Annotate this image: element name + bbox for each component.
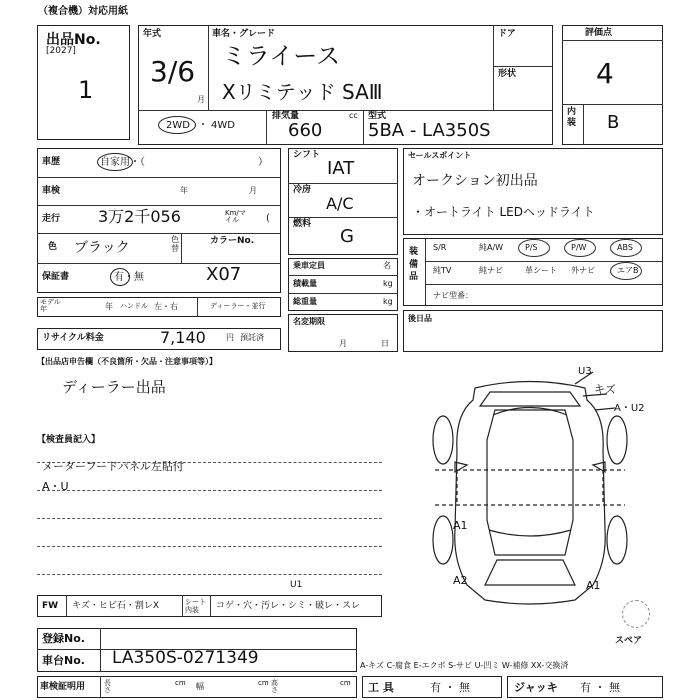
recycle-note: 預託済 [240, 333, 264, 342]
mileage-value: 3万2千056 [98, 207, 181, 226]
ac-value: A/C [326, 194, 354, 213]
door-label: ドア [498, 29, 516, 39]
notes-value: ディーラー出品 [62, 378, 166, 396]
model-label: 車名・グレード [212, 29, 276, 39]
lot-tag: [2027] [46, 46, 76, 56]
equipment-item: ABS [617, 243, 633, 252]
history-value: 自家用・（ [100, 157, 145, 168]
lot-number: 1 [78, 76, 94, 104]
cert-label: 車検証明用 [40, 682, 86, 692]
jack-options: 有 ・ 無 [580, 681, 620, 694]
year-value: 3/6 [150, 55, 196, 88]
name-change-label: 名変期限 [293, 317, 325, 326]
interior-value: B [607, 112, 620, 133]
displacement-unit: cc [349, 111, 358, 120]
model-info-dealer: ディーラー・並行 [210, 302, 266, 310]
warranty-label: 保証書 [42, 272, 70, 282]
sales-points-box [403, 148, 663, 235]
registration-label: 登録No. [42, 632, 85, 645]
cert-height-unit: cm [340, 679, 351, 687]
shape-label: 形状 [498, 69, 517, 79]
displacement-label: 排気量 [272, 111, 300, 121]
chassis-value: LA350S-0271349 [112, 648, 259, 668]
cert-long-unit: cm [175, 679, 186, 687]
later-label: 後日品 [408, 314, 432, 323]
score-value: 4 [596, 57, 614, 90]
inspection-year-unit: 年 [180, 186, 188, 195]
drive-sep: ・ [198, 120, 208, 131]
legend: A-キズ C-腐食 E-エクボ S-サビ U-凹ミ W-補修 XX-交換済 [360, 661, 569, 670]
equipment-item: P/W [571, 243, 587, 252]
shift-label: シフト [293, 150, 321, 160]
tools-options: 有 ・ 無 [430, 681, 470, 694]
recycle-unit: 円 [226, 333, 234, 342]
model-info-label: モデル年 [40, 298, 61, 314]
diagram-mark-a2: A2 [453, 574, 468, 587]
model-info-handle: ハンドル [120, 302, 148, 310]
load-label: 積載量 [293, 279, 317, 288]
name-change-day: 日 [381, 339, 389, 348]
drive-2wd: 2WD [166, 120, 190, 131]
warranty-options: 有・無 [114, 272, 144, 283]
diagram-mark-kizu: キズ [594, 383, 616, 396]
color-label: 色 [48, 242, 58, 252]
recycle-value: 7,140 [160, 328, 206, 347]
cert-width: 幅 [196, 682, 204, 691]
chassis-label: 車台No. [42, 654, 85, 667]
diagram-mark-a1-right: A1 [586, 579, 601, 592]
jack-label: ジャッキ [514, 681, 558, 694]
drive-4wd: 4WD [211, 120, 235, 131]
shift-value: IAT [327, 158, 355, 179]
spare-circle [622, 600, 650, 628]
inspection-label: 車検 [42, 186, 61, 196]
inspector-line2: A・U [42, 480, 69, 493]
model-info-year-unit: 年 [105, 302, 113, 311]
car-diagram [415, 370, 645, 615]
equipment-item: P/S [525, 243, 538, 252]
sales-points-line2: ・オートライト LEDヘッドライト [412, 205, 595, 219]
name-change-month: 月 [339, 339, 347, 348]
sheet-header: （複合機）対応用紙 [38, 6, 128, 17]
equipment-circle [610, 262, 642, 280]
history-label: 車歴 [42, 157, 61, 167]
lot-label: 出品No. [46, 32, 101, 48]
equipment-item: 純ナビ [479, 266, 503, 275]
mileage-units: Km/マイル [225, 209, 246, 224]
cert-width-unit: cm [258, 679, 269, 687]
navi-label: ナビ型番： [433, 291, 473, 300]
score-label: 評価点 [585, 28, 613, 38]
type-value: 5BA - LA350S [368, 120, 491, 141]
equipment-circle [518, 239, 550, 257]
model-name: ミライース [222, 42, 341, 70]
fw-label: FW [42, 601, 59, 611]
diagram-mark-au2: A・U2 [614, 403, 645, 414]
ac-label: 冷房 [293, 185, 312, 195]
color-code-label: カラーNo. [210, 236, 255, 246]
cert-height: 高さ [271, 679, 278, 694]
fw-mark: U1 [290, 580, 303, 590]
equipment-item: 純A/W [479, 243, 504, 252]
equipment-item: 外ナビ [571, 266, 595, 275]
inspector-label: 【検査員記入】 [37, 435, 101, 445]
color-exchange-label: 色替 [171, 235, 179, 253]
model-info-handle-opts: 左・右 [154, 302, 178, 311]
diagram-mark-u3: U3 [578, 366, 592, 377]
equipment-item: 革シート [525, 266, 557, 275]
year-label: 年式 [143, 29, 162, 39]
fuel-value: G [340, 226, 354, 247]
type-label: 型式 [368, 111, 387, 121]
equipment-item: エアB [617, 266, 639, 275]
later-box [403, 310, 663, 352]
capacity-label: 乗車定員 [293, 261, 325, 270]
capacity-unit: 名 [383, 261, 391, 270]
tools-label: 工 具 [368, 681, 394, 694]
cert-long: 長さ [104, 679, 111, 694]
fw-right: コゲ・穴・汚レ・シミ・破レ・スレ [216, 601, 361, 611]
equipment-circle [564, 239, 596, 257]
year-month-suffix: 月 [197, 95, 205, 104]
load-unit: kg [383, 279, 393, 288]
model-grade: Xリミテッド SAⅢ [222, 80, 383, 104]
equipment-item: S/R [433, 243, 447, 252]
fw-left: キズ・ヒビ石・割レX [72, 601, 159, 611]
sales-points-label: セールスポイント [408, 151, 472, 160]
color-code: X07 [206, 264, 242, 285]
history-close: ） [258, 157, 268, 168]
mileage-paren: ( [266, 213, 270, 224]
notes-label: 【出品店申告欄（不良箇所・欠品・注意事項等）】 [37, 357, 217, 366]
displacement-value: 660 [288, 120, 323, 141]
fw-mid: シート内装 [185, 598, 206, 615]
weight-unit: kg [383, 297, 393, 306]
mileage-label: 走行 [42, 214, 61, 224]
equipment-item: 純TV [433, 266, 452, 275]
color-value: ブラック [74, 240, 130, 256]
sales-points-line1: オークション初出品 [412, 173, 538, 189]
diagram-mark-a1-left: A1 [453, 519, 468, 532]
inspector-line1: メーターフードパネル左貼付 [42, 460, 184, 473]
fuel-label: 燃料 [293, 219, 312, 229]
weight-label: 総重量 [293, 297, 317, 306]
equipment-label: 装備品 [409, 247, 419, 283]
inspection-month-unit: 月 [249, 186, 257, 195]
recycle-label: リサイクル料金 [42, 333, 104, 343]
spare-label: スペア [615, 636, 643, 646]
equipment-circle [610, 239, 642, 257]
interior-label: 内装 [567, 107, 577, 128]
